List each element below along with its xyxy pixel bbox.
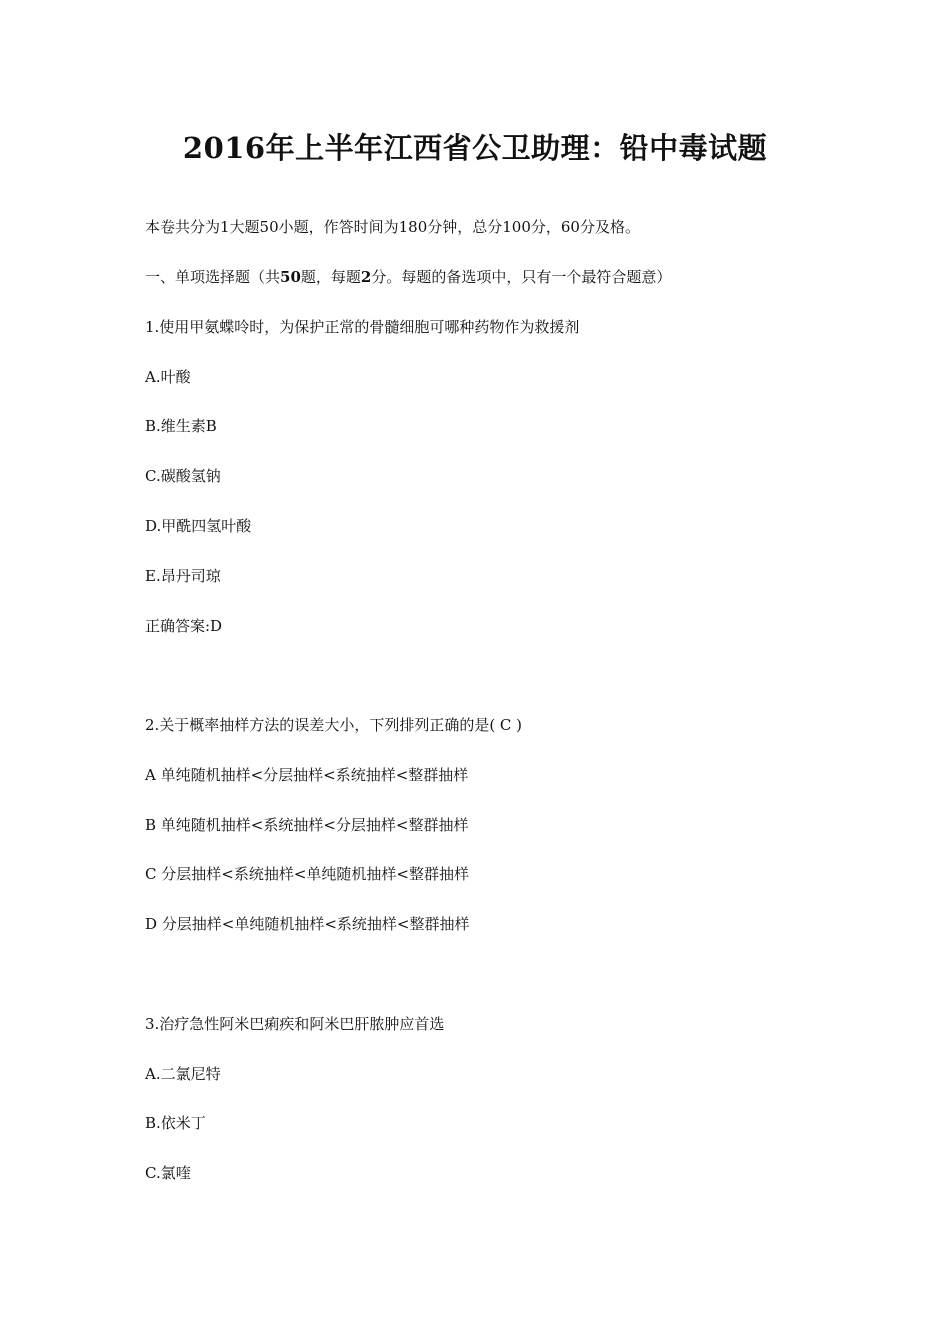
question-1-stem: 1.使用甲氨蝶呤时，为保护正常的骨髓细胞可哪种药物作为救援剂 bbox=[145, 318, 580, 336]
question-3-stem: 3.治疗急性阿米巴痢疾和阿米巴肝脓肿应首选 bbox=[145, 1015, 445, 1033]
question-2-option-a: A 单纯随机抽样<分层抽样<系统抽样<整群抽样 bbox=[145, 766, 469, 784]
question-1-option-a: A.叶酸 bbox=[145, 368, 191, 386]
section-heading bbox=[145, 267, 671, 287]
question-1-answer: 正确答案:D bbox=[145, 617, 223, 635]
section-question-count: 50 bbox=[280, 268, 301, 286]
section-heading-prefix: 一、单项选择题（共 bbox=[145, 268, 281, 286]
question-3-option-c: C.氯喹 bbox=[145, 1164, 191, 1182]
question-2-option-b: B 单纯随机抽样<系统抽样<分层抽样<整群抽样 bbox=[145, 816, 469, 834]
section-heading-suffix: 分。每题的备选项中，只有一个最符合题意） bbox=[371, 268, 672, 286]
question-1-option-e: E.昂丹司琼 bbox=[145, 567, 221, 585]
question-3-option-b: B.依米丁 bbox=[145, 1114, 206, 1132]
section-points: 2 bbox=[360, 268, 372, 286]
question-1-option-b: B.维生素B bbox=[145, 417, 217, 435]
section-heading-middle: 题，每题 bbox=[300, 268, 361, 286]
exam-intro: 本卷共分为1大题50小题，作答时间为180分钟，总分100分，60分及格。 bbox=[145, 218, 640, 236]
question-2-option-d: D 分层抽样<单纯随机抽样<系统抽样<整群抽样 bbox=[145, 915, 470, 933]
question-1-option-d: D.甲酰四氢叶酸 bbox=[145, 517, 252, 535]
question-3-option-a: A.二氯尼特 bbox=[145, 1065, 221, 1083]
question-2-stem: 2.关于概率抽样方法的误差大小，下列排列正确的是( C ) bbox=[145, 716, 523, 734]
question-2-option-c: C 分层抽样<系统抽样<单纯随机抽样<整群抽样 bbox=[145, 865, 469, 883]
document-title: 2016年上半年江西省公卫助理：铅中毒试题 bbox=[182, 131, 768, 165]
question-1-option-c: C.碳酸氢钠 bbox=[145, 467, 221, 485]
